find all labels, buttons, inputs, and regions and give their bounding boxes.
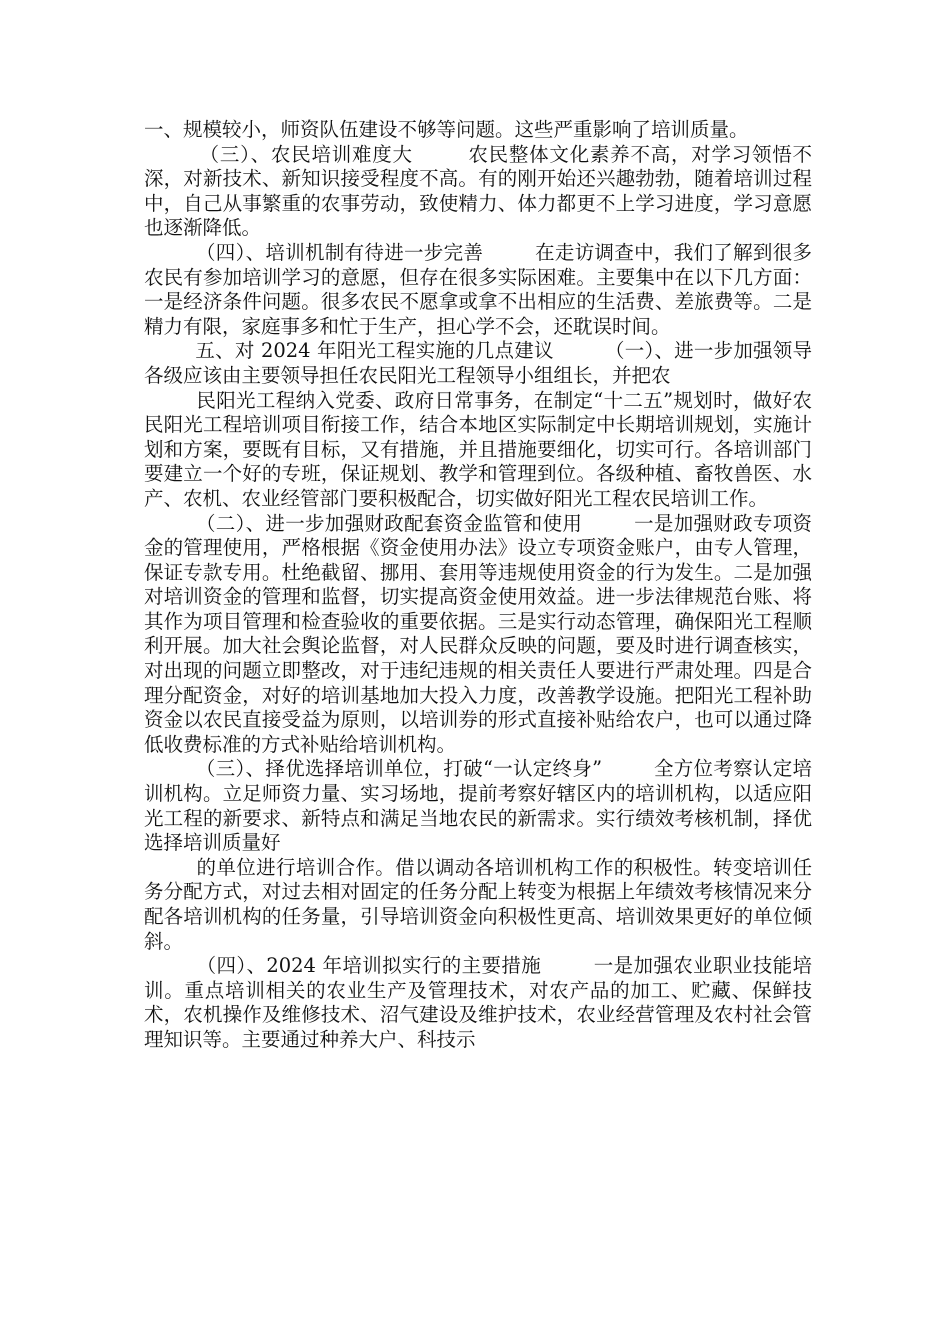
- paragraph: （四）、培训机制有待进一步完善 在走访调查中，我们了解到很多农民有参加培训学习的意愿，但存在很多实际困难。主要集中在以下几方面：一是经济条件问题。很多农民不愿拿或拿不出相应的生活费、差旅费等。二是精力有限，家庭事多和忙于生产，担心学不会，还耽误时间。: [144, 240, 812, 338]
- paragraph: （三）、择优选择培训单位，打破“一认定终身” 全方位考察认定培训机构。立足师资力量、实习场地，提前考察好辖区内的培训机构，以适应阳光工程的新要求、新特点和满足当地农民的新需求。实行绩效考核机制，择优选择培训质量好: [144, 757, 812, 855]
- paragraph: （二）、进一步加强财政配套资金监管和使用 一是加强财政专项资金的管理使用，严格根据《资金使用办法》设立专项资金账户，由专人管理，保证专款专用。杜绝截留、挪用、套用等违规使用资金的行为发生。二是加强对培训资金的管理和监督，切实提高资金使用效益。进一步法律规范台账、将其作为项目管理和检查验收的重要依据。三是实行动态管理，确保阳光工程顺利开展。加大社会舆论监督，对人民群众反映的问题，要及时进行调查核实，对出现的问题立即整改，对于违纪违规的相关责任人要进行严肃处理。四是合理分配资金，对好的培训基地加大投入力度，改善教学设施。把阳光工程补助资金以农民直接受益为原则，以培训券的形式直接补贴给农户，也可以通过降低收费标准的方式补贴给培训机构。: [144, 511, 812, 756]
- paragraph: 民阳光工程纳入党委、政府日常事务，在制定“十二五”规划时，做好农民阳光工程培训项目衔接工作，结合本地区实际制定中长期培训规划，实施计划和方案，要既有目标，又有措施，并且措施要细化，切实可行。各培训部门要建立一个好的专班，保证规划、教学和管理到位。各级种植、畜牧兽医、水产、农机、农业经管部门要积极配合，切实做好阳光工程农民培训工作。: [144, 388, 812, 510]
- document-body: [144, 118, 862, 1053]
- paragraph: （三）、农民培训难度大 农民整体文化素养不高，对学习领悟不深，对新技术、新知识接受程度不高。有的刚开始还兴趣勃勃，随着培训过程中，自己从事繁重的农事劳动，致使精力、体力都更不上学习进度，学习意愿也逐渐降低。: [144, 142, 812, 240]
- paragraph: 五、对 2024 年阳光工程实施的几点建议 （一）、进一步加强领导 各级应该由主要领导担任农民阳光工程领导小组组长，并把农: [144, 339, 862, 387]
- paragraph: 一、规模较小，师资队伍建设不够等问题。这些严重影响了培训质量。: [144, 118, 749, 141]
- paragraph: （四）、2024 年培训拟实行的主要措施 一是加强农业职业技能培训。重点培训相关的农业生产及管理技术，对农产品的加工、贮藏、保鲜技术，农机操作及维修技术、沼气建设及维护技术，农业经营管理及农村社会管理知识等。主要通过种养大户、科技示: [144, 954, 812, 1051]
- paragraph: 的单位进行培训合作。借以调动各培训机构工作的积极性。转变培训任务分配方式，对过去相对固定的任务分配上转变为根据上年绩效考核情况来分配各培训机构的任务量，引导培训资金向积极性更高、培训效果更好的单位倾斜。: [144, 855, 812, 953]
